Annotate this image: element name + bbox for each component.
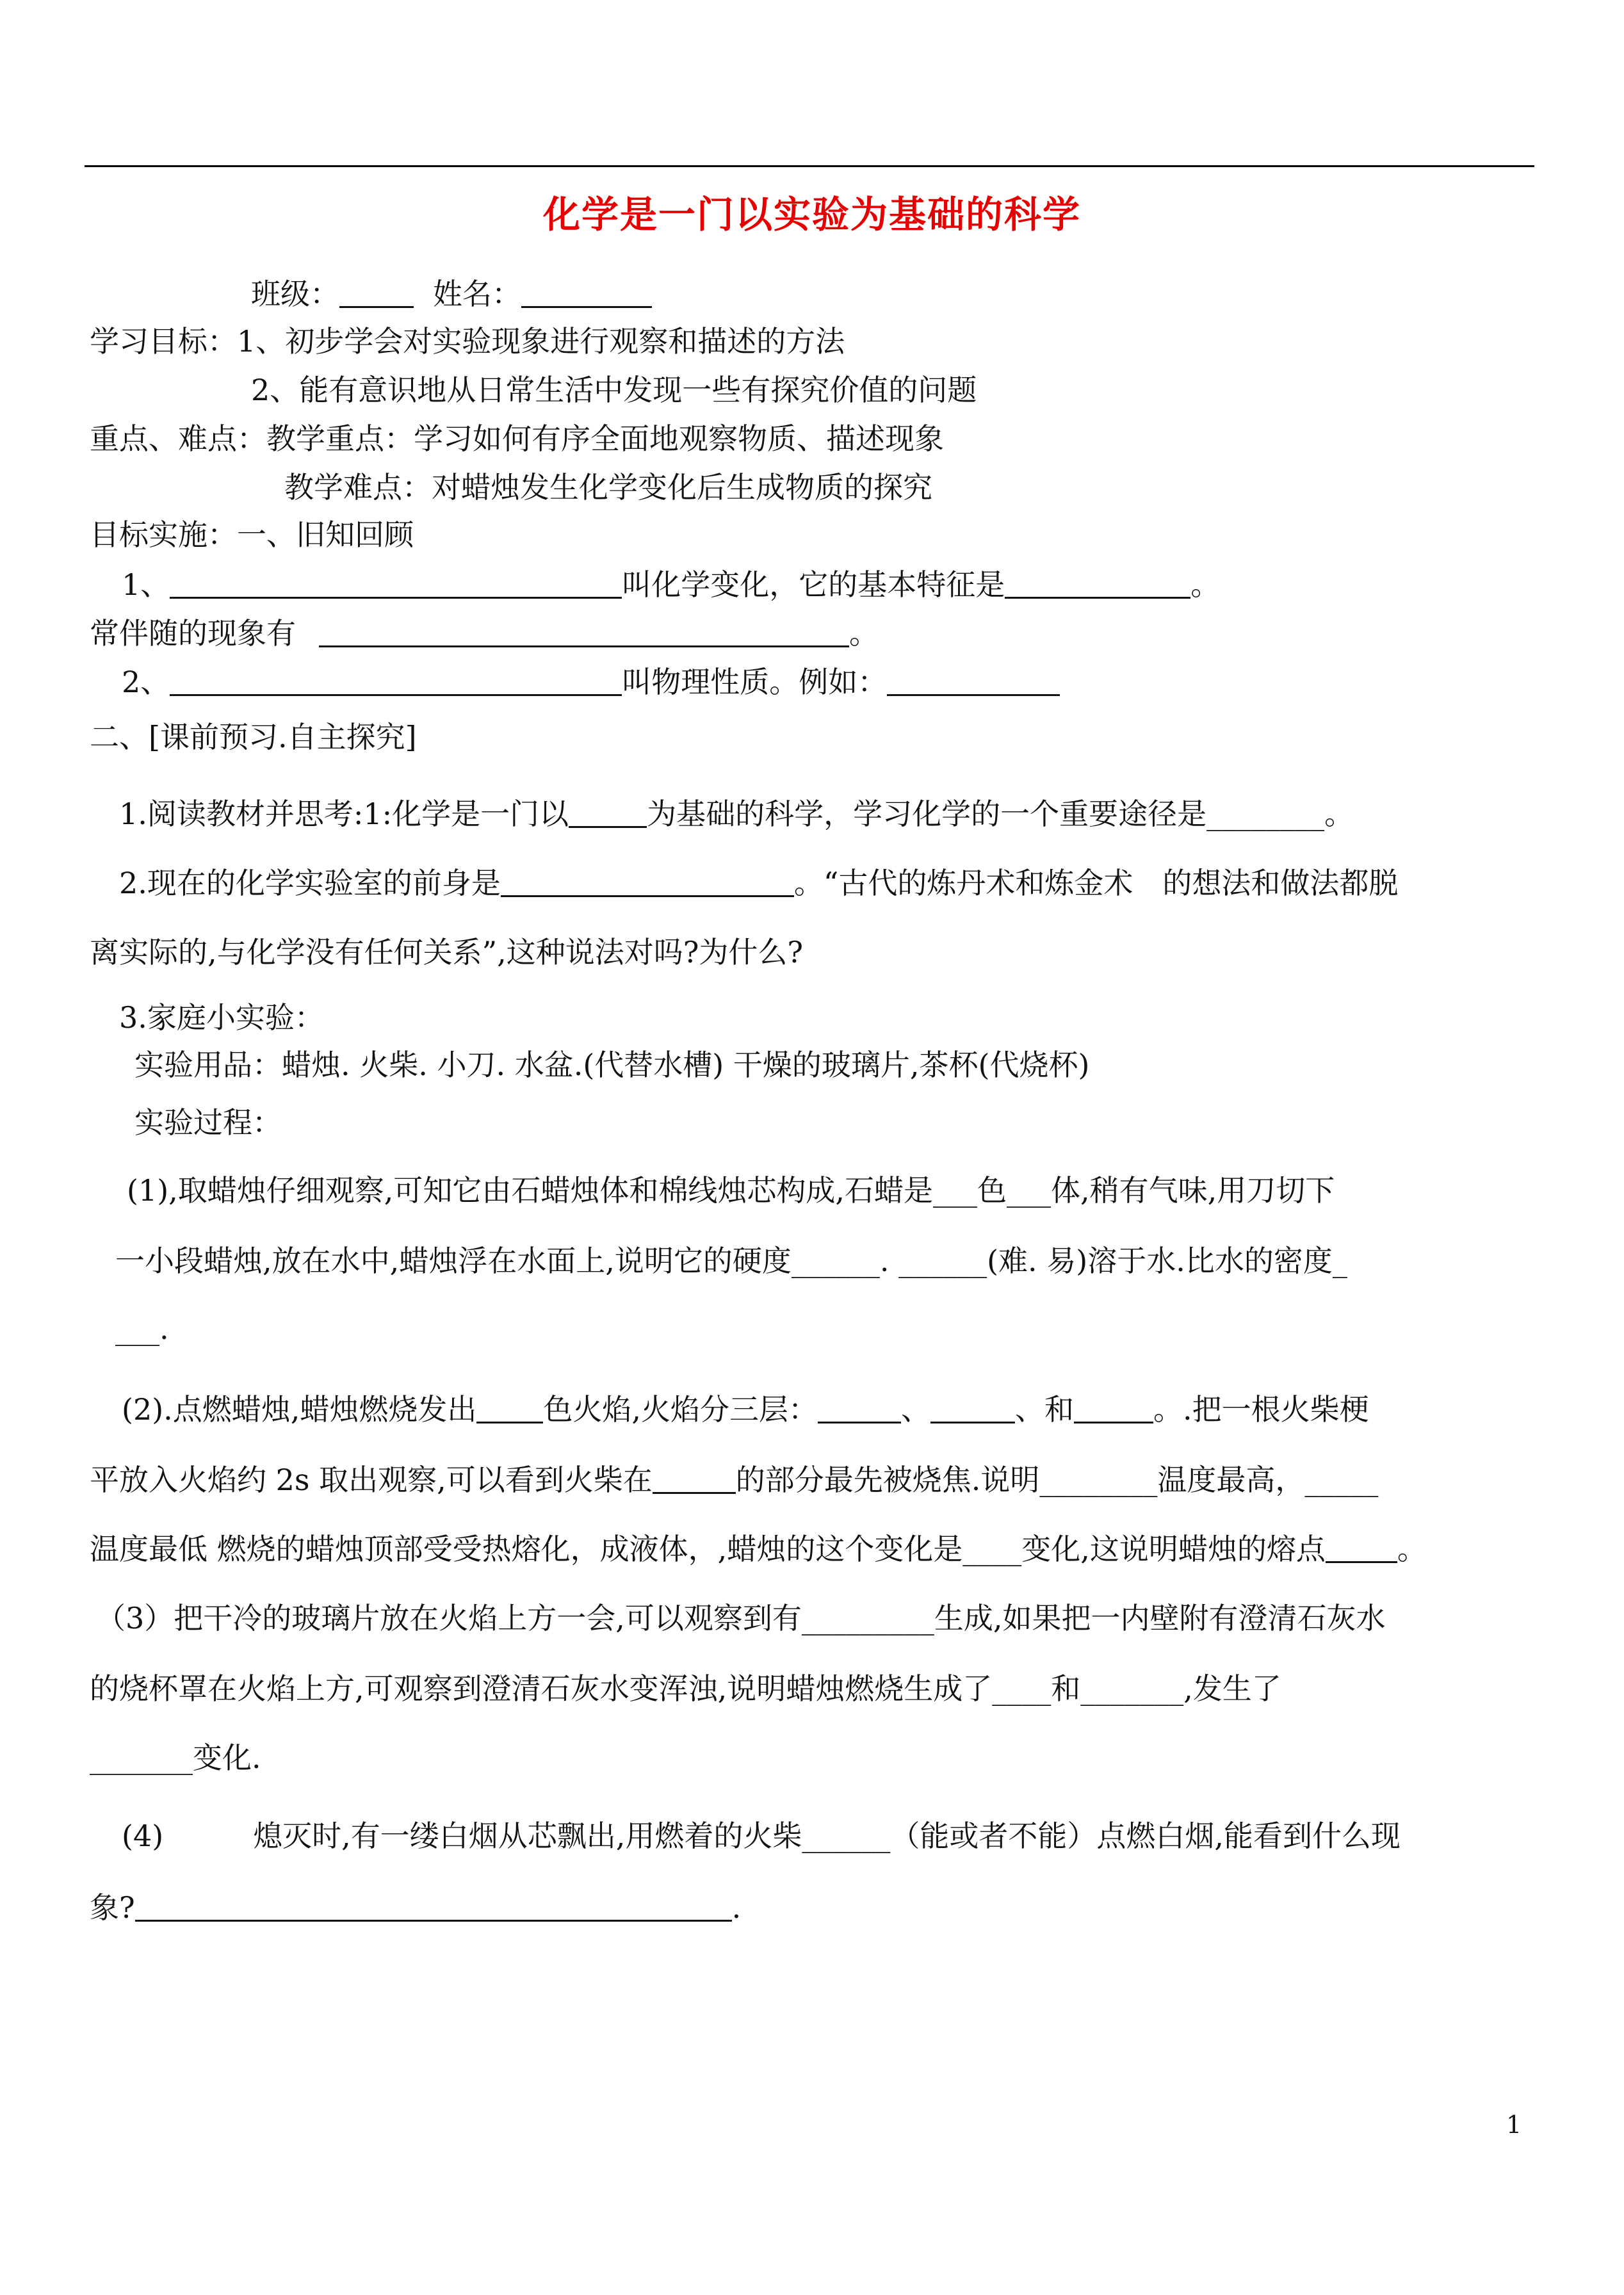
q2-line-2: 离实际的,与化学没有任何关系”,这种说法对吗?为什么? — [90, 935, 804, 969]
review-q1-num: 1、 — [122, 567, 170, 602]
class-label: 班级： — [251, 277, 339, 311]
step4-num: (4) — [122, 1819, 164, 1853]
step4-text-l2a: 象? — [90, 1890, 135, 1925]
step2-text-l3a: 温度最低 燃烧的蜡烛顶部受受热熔化，成液体，,蜡烛的这个变化是____变化,这说明蜡烛的熔点 — [90, 1532, 1326, 1566]
implement-label: 目标实施： — [90, 517, 237, 552]
name-label: 姓名： — [433, 277, 521, 311]
step4-line-2 — [90, 1890, 742, 1925]
step2-blank-part[interactable] — [653, 1464, 736, 1494]
review-q1-text: 叫化学变化，它的基本特征是 — [622, 567, 1005, 602]
implement-line — [90, 517, 414, 552]
step2-line-3 — [90, 1533, 1427, 1564]
review-q1-line2-text: 常伴随的现象有 — [90, 616, 296, 651]
q1-blank-2[interactable]: ________ — [1206, 797, 1325, 831]
step4-answer-blank[interactable] — [135, 1892, 732, 1922]
review-q1-line2 — [90, 616, 879, 651]
step2-text-e: 。.把一根火柴梗 — [1153, 1392, 1369, 1427]
review-q2-blank-2[interactable] — [887, 666, 1060, 696]
step2-text-l2a: 平放入火焰约 2s 取出观察,可以看到火柴在 — [90, 1463, 653, 1497]
q1-text-b: 为基础的科学，学习化学的一个重要途径是 — [647, 797, 1207, 831]
step4-line-1 — [122, 1821, 1401, 1851]
step2-text-c: 、 — [901, 1392, 931, 1427]
review-q1-line2-end: 。 — [849, 616, 879, 651]
review-q2-blank-1[interactable] — [170, 666, 622, 696]
goals-label: 学习目标： — [90, 324, 237, 359]
review-q1-end: 。 — [1190, 567, 1221, 602]
step2-blank-layer-1[interactable] — [818, 1393, 901, 1423]
step2-text-b: 色火焰,火焰分三层： — [543, 1392, 818, 1427]
review-q1-blank-2[interactable] — [1005, 569, 1190, 599]
name-blank[interactable] — [521, 278, 652, 308]
q2-blank[interactable] — [501, 867, 794, 897]
goal-item-1: 1、初步学会对实验现象进行观察和描述的方法 — [237, 324, 845, 359]
step2-blank-melting[interactable] — [1326, 1533, 1397, 1563]
step4-text-l2b: . — [731, 1890, 742, 1925]
key-difficulty: 教学难点：对蜡烛发生化学变化后生成物质的探究 — [284, 470, 932, 505]
review-q2 — [122, 666, 1060, 697]
step2-text-l3b: 。 — [1397, 1532, 1427, 1566]
q2-line-1 — [119, 867, 1398, 898]
review-q1-blank-1[interactable] — [170, 569, 622, 599]
goals-line-1 — [90, 324, 845, 359]
class-name-row — [251, 278, 652, 309]
q3-title: 3.家庭小实验： — [119, 1000, 324, 1035]
q1-blank[interactable] — [569, 798, 647, 828]
step2-blank-layer-3[interactable] — [1074, 1393, 1153, 1423]
step2-line-1 — [122, 1392, 1369, 1427]
goal-item-2: 2、能有意识地从日常生活中发现一些有探究价值的问题 — [251, 373, 977, 407]
step2-line-2 — [90, 1464, 1378, 1495]
q1-text-a: 1.阅读教材并思考:1:化学是一门以 — [119, 797, 569, 831]
q2-text-a: 2.现在的化学实验室的前身是 — [119, 866, 501, 900]
step2-text-l2b: 的部分最先被烧焦.说明________温度最高，_____ — [735, 1463, 1379, 1497]
q1-text-d: 。 — [1324, 797, 1354, 831]
step2-text-a: (2).点燃蜡烛,蜡烛燃烧发出 — [122, 1392, 477, 1427]
step2-blank-layer-2[interactable] — [930, 1393, 1015, 1423]
q3-process: 实验过程： — [134, 1105, 282, 1140]
page-number: 1 — [1506, 2111, 1522, 2139]
q2-text-b: 。“古代的炼丹术和炼金术 的想法和做法都脱 — [793, 866, 1399, 900]
review-q1 — [122, 567, 1221, 602]
top-rule — [85, 165, 1534, 167]
review-q2-num: 2、 — [122, 665, 170, 699]
step3-line-2: 的烧杯罩在火焰上方,可观察到澄清石灰水变浑浊,说明蜡烛燃烧生成了____和_______,发生了 — [90, 1671, 1281, 1706]
key-line-1 — [90, 421, 944, 456]
page-title: 化学是一门以实验为基础的科学 — [542, 193, 1081, 236]
step1-line-2: 一小段蜡烛,放在水中,蜡烛浮在水面上,说明它的硬度______. ______(难. 易)溶于水.比水的密度_ — [115, 1244, 1347, 1278]
step2-blank-color[interactable] — [476, 1393, 543, 1423]
q1-line — [119, 798, 1354, 829]
implement-part1: 一、旧知回顾 — [237, 517, 414, 552]
step4-text: 熄灭时,有一缕白烟从芯飘出,用燃着的火柴______（能或者不能）点燃白烟,能看到什么现 — [253, 1819, 1401, 1853]
key-point: 教学重点：学习如何有序全面地观察物质、描述现象 — [266, 421, 944, 456]
step3-line-1: （3）把干冷的玻璃片放在火焰上方一会,可以观察到有_________生成,如果把一内壁附有澄清石灰水 — [96, 1601, 1386, 1635]
step3-line-3: _______变化. — [90, 1740, 261, 1775]
review-q2-text: 叫物理性质。例如： — [622, 665, 888, 699]
key-label: 重点、难点： — [90, 421, 266, 456]
step1-line-1: (1),取蜡烛仔细观察,可知它由石蜡烛体和棉线烛芯构成,石蜡是___色___体,稍有气味,用刀切下 — [127, 1173, 1335, 1208]
class-blank[interactable] — [339, 278, 414, 308]
review-q1-blank-3[interactable] — [319, 617, 849, 647]
step2-text-d: 、和 — [1015, 1392, 1075, 1427]
step1-line-3: ___. — [115, 1311, 169, 1346]
q3-materials: 实验用品：蜡烛. 火柴. 小刀. 水盆.(代替水槽) 干燥的玻璃片,茶杯(代烧杯) — [134, 1048, 1090, 1082]
part2-heading: 二、[课前预习.自主探究] — [90, 720, 417, 754]
